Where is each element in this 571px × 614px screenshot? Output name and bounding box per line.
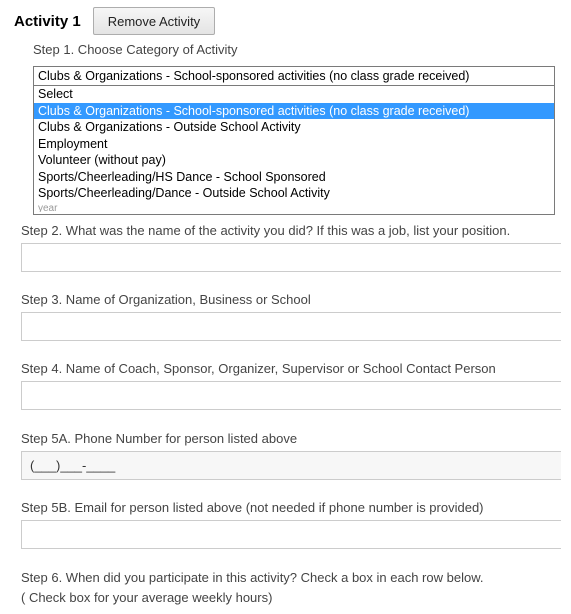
activity-title: Activity 1 (14, 12, 81, 30)
option-volunteer[interactable]: Volunteer (without pay) (38, 153, 166, 167)
remove-activity-button[interactable]: Remove Activity (93, 7, 215, 35)
option-select[interactable]: Select (38, 87, 73, 101)
option-employment[interactable]: Employment (38, 136, 108, 151)
option-sports-outside[interactable]: Sports/Cheerleading/Dance - Outside School Activity (38, 186, 330, 200)
step2-label: Step 2. What was the name of the activity you did? If this was a job, list your position. (21, 223, 511, 238)
step5b-label: Step 5B. Email for person listed above (not needed if phone number is provided) (21, 500, 484, 515)
step5a-label: Step 5A. Phone Number for person listed above (21, 431, 298, 446)
step4-label: Step 4. Name of Coach, Sponsor, Organizer, Supervisor or School Contact Person (21, 361, 496, 376)
option-clubs-outside[interactable]: Clubs & Organizations - Outside School Activity (38, 120, 301, 134)
category-select-value[interactable]: Clubs & Organizations - School-sponsored activities (no class grade received) (33, 66, 555, 86)
step6-sublabel: ( Check box for your average weekly hours) (21, 590, 273, 605)
category-select[interactable] (33, 66, 555, 215)
phone-input[interactable] (21, 451, 561, 480)
step6-label: Step 6. When did you participate in this activity? Check a box in each row below. (21, 570, 484, 585)
category-options-list[interactable] (33, 86, 555, 215)
option-sports-school[interactable]: Sports/Cheerleading/HS Dance - School Sponsored (38, 169, 326, 184)
step1-label: Step 1. Choose Category of Activity (33, 42, 238, 57)
activity-name-input[interactable] (21, 243, 561, 272)
activity-header (14, 6, 215, 36)
contact-person-input[interactable] (21, 381, 561, 410)
option-partial[interactable]: year (38, 202, 58, 212)
option-clubs-school[interactable]: Clubs & Organizations - School-sponsored activities (no class grade received) (34, 103, 554, 120)
email-input[interactable] (21, 520, 561, 549)
step3-label: Step 3. Name of Organization, Business or School (21, 292, 311, 307)
organization-input[interactable] (21, 312, 561, 341)
